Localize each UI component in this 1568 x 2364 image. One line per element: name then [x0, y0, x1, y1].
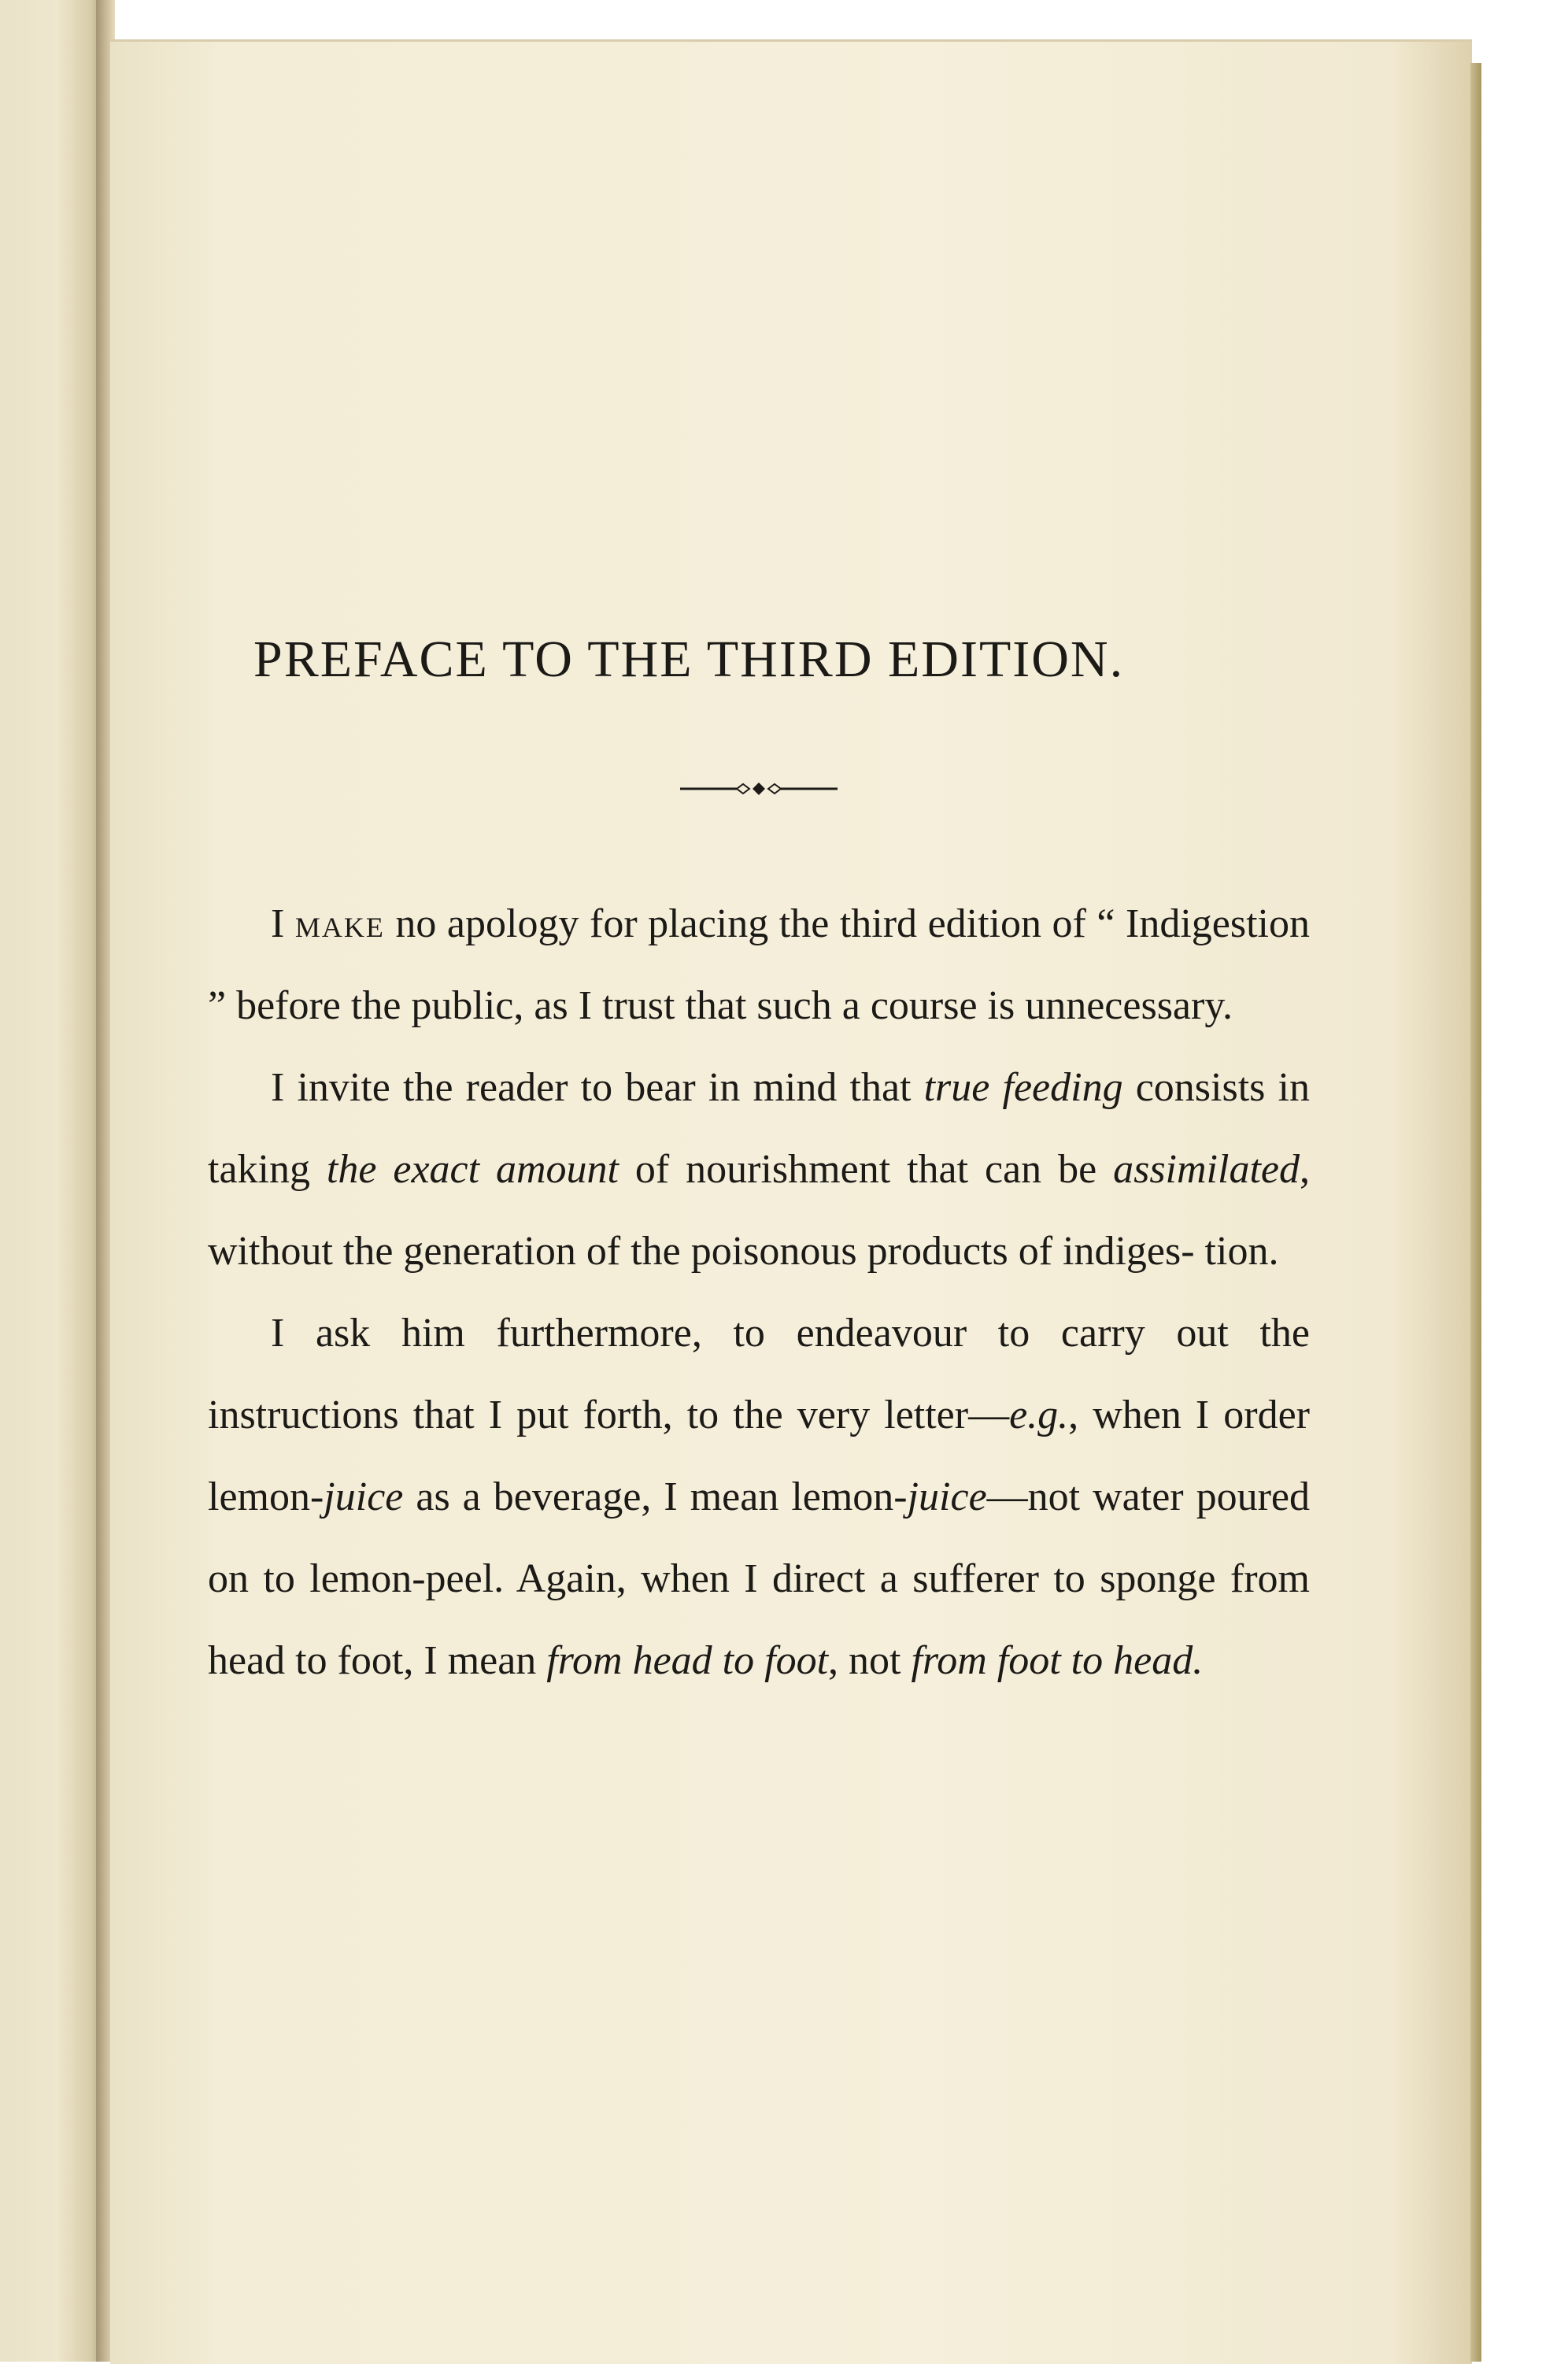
- paragraph-true-feeding: [208, 1047, 1310, 1293]
- text-run-italic: from foot to head.: [911, 1638, 1204, 1683]
- text-run: —not water poured on to lemon-peel. Again, when I direct a sufferer to sponge from head to foot, I mean: [208, 1474, 1310, 1683]
- text-run: as a beverage, I mean lemon-: [403, 1474, 908, 1519]
- preface-heading: PREFACE TO THE THIRD EDITION.: [253, 631, 1125, 688]
- text-run-italic: juice: [324, 1474, 404, 1519]
- text-run: of nourishment that can be: [618, 1147, 1114, 1192]
- text-run: I invite the reader to bear in mind that: [271, 1065, 924, 1110]
- text-run: , when I order lemon-: [208, 1393, 1310, 1519]
- page-fore-edge: [1470, 63, 1481, 2362]
- text-run: , not: [828, 1638, 912, 1683]
- text-run: , without the generation of the poisonous products of indiges- tion.: [208, 1147, 1310, 1274]
- rule-with-diamond-ornament-icon: [680, 779, 838, 798]
- text-run-italic: e.g.: [1009, 1393, 1069, 1437]
- paragraph-opening: [208, 883, 1310, 1047]
- paragraph-instructions: [208, 1293, 1310, 1702]
- text-run-italic: the exact amount: [326, 1147, 619, 1192]
- text-run-smallcaps: make: [294, 901, 385, 946]
- text-run: I: [271, 901, 295, 946]
- preface-body: [208, 883, 1310, 1702]
- left-page-edge: [0, 0, 102, 2362]
- text-run: I ask him furthermore, to endeavour to carry out the instructions that I put forth, to the very letter—: [208, 1311, 1310, 1437]
- text-run: no apology for placing the third edition of “ Indigestion ” before the public, as I trust that such a course is unnecessary.: [208, 901, 1310, 1028]
- text-run-italic: assimilated: [1113, 1147, 1300, 1192]
- text-run-italic: true feeding: [923, 1065, 1123, 1110]
- text-run-italic: juice: [907, 1474, 987, 1519]
- text-run: consists in taking: [208, 1065, 1310, 1192]
- text-run-italic: from head to foot: [546, 1638, 829, 1683]
